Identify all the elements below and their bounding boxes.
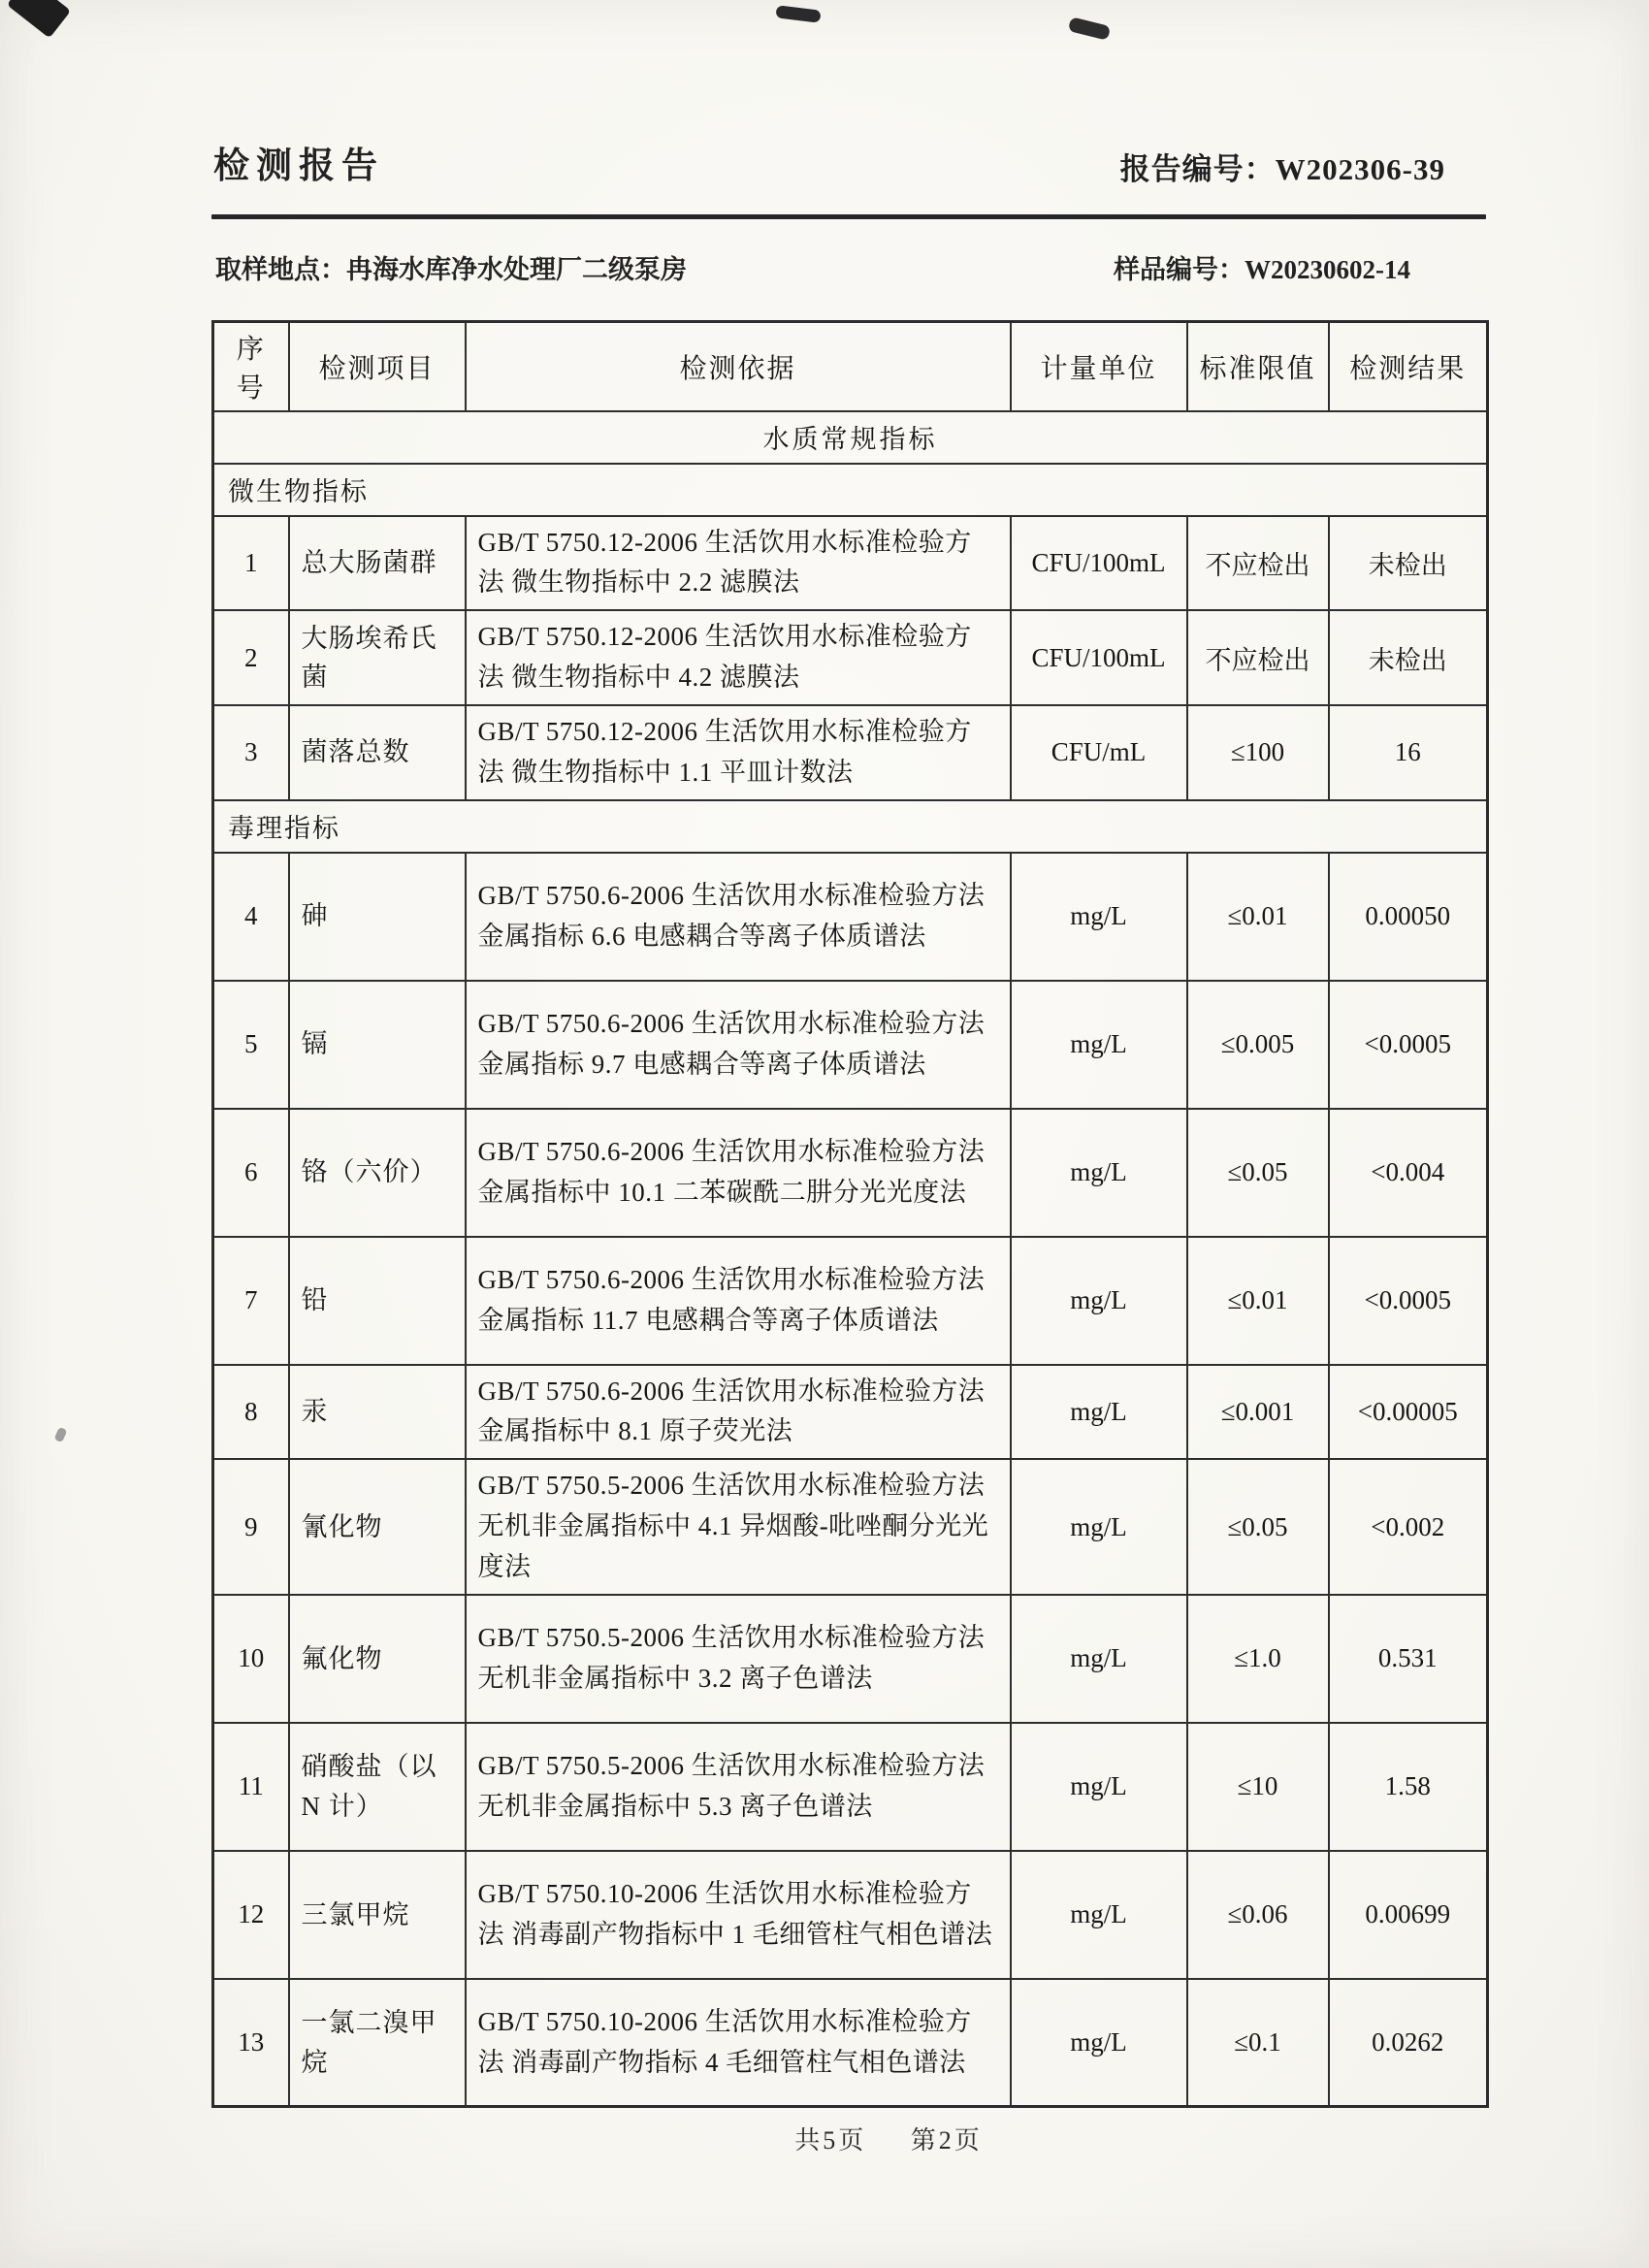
sampling-location-label: 取样地点： xyxy=(215,255,346,284)
cell-no: 11 xyxy=(213,1723,289,1851)
col-header-item: 检测项目 xyxy=(289,322,466,411)
header-divider xyxy=(211,214,1486,219)
cell-limit: ≤0.05 xyxy=(1187,1459,1329,1595)
cell-unit: mg/L xyxy=(1011,1109,1187,1237)
cell-item: 菌落总数 xyxy=(289,705,466,800)
cell-method: GB/T 5750.5-2006 生活饮用水标准检验方法 无机非金属指标中 4.1 异烟酸-吡唑酮分光光度法 xyxy=(466,1459,1011,1595)
report-number-label: 报告编号： xyxy=(1119,152,1276,186)
scan-artifact xyxy=(1068,16,1111,41)
table-row xyxy=(213,1979,1488,2107)
section-row-microbial xyxy=(213,464,1488,516)
page-count-current: 第2页 xyxy=(910,2126,983,2155)
page-title: 检测报告 xyxy=(213,146,384,186)
cell-no: 7 xyxy=(213,1237,289,1365)
cell-method: GB/T 5750.12-2006 生活饮用水标准检验方法 微生物指标中 1.1 平皿计数法 xyxy=(466,705,1011,800)
cell-method: GB/T 5750.10-2006 生活饮用水标准检验方法 消毒副产物指标中 1 毛细管柱气相色谱法 xyxy=(466,1851,1011,1979)
table-header-row xyxy=(213,322,1488,411)
table-row xyxy=(213,1109,1488,1237)
cell-method: GB/T 5750.12-2006 生活饮用水标准检验方法 微生物指标中 2.2 滤膜法 xyxy=(466,516,1011,611)
table-row xyxy=(213,1365,1488,1460)
cell-limit: ≤100 xyxy=(1187,705,1329,800)
table-row xyxy=(213,981,1488,1109)
table-row xyxy=(213,1237,1488,1365)
table-row xyxy=(213,1723,1488,1851)
col-header-limit: 标准限值 xyxy=(1187,322,1329,411)
cell-result: 1.58 xyxy=(1329,1723,1488,1851)
results-table xyxy=(211,320,1489,2108)
cell-result: <0.0005 xyxy=(1329,981,1488,1109)
cell-item: 铬（六价） xyxy=(289,1109,466,1237)
cell-method: GB/T 5750.6-2006 生活饮用水标准检验方法 金属指标 11.7 电感耦合等离子体质谱法 xyxy=(466,1237,1011,1365)
cell-unit: mg/L xyxy=(1011,1851,1187,1979)
cell-unit: CFU/100mL xyxy=(1011,516,1187,611)
cell-item: 砷 xyxy=(289,853,466,981)
cell-result: <0.00005 xyxy=(1329,1365,1488,1460)
cell-method: GB/T 5750.12-2006 生活饮用水标准检验方法 微生物指标中 4.2 滤膜法 xyxy=(466,610,1011,705)
cell-method: GB/T 5750.10-2006 生活饮用水标准检验方法 消毒副产物指标 4 毛细管柱气相色谱法 xyxy=(466,1979,1011,2107)
cell-method: GB/T 5750.6-2006 生活饮用水标准检验方法 金属指标中 8.1 原子荧光法 xyxy=(466,1365,1011,1460)
cell-limit: 不应检出 xyxy=(1187,610,1329,705)
cell-no: 5 xyxy=(213,981,289,1109)
cell-result: <0.002 xyxy=(1329,1459,1488,1595)
sample-number xyxy=(1114,248,1486,286)
sample-number-value: W20230602-14 xyxy=(1245,255,1410,284)
cell-no: 9 xyxy=(213,1459,289,1595)
cell-unit: mg/L xyxy=(1011,1595,1187,1723)
sample-number-label: 样品编号： xyxy=(1114,255,1245,284)
page-footer xyxy=(213,2121,1486,2156)
cell-unit: mg/L xyxy=(1011,853,1187,981)
cell-item: 总大肠菌群 xyxy=(289,516,466,611)
cell-method: GB/T 5750.6-2006 生活饮用水标准检验方法 金属指标 9.7 电感耦合等离子体质谱法 xyxy=(466,981,1011,1109)
cell-limit: ≤1.0 xyxy=(1187,1595,1329,1723)
section-label-toxicological: 毒理指标 xyxy=(213,800,1488,853)
report-number xyxy=(1120,145,1486,188)
col-header-no: 序号 xyxy=(213,322,289,411)
scan-artifact xyxy=(54,1427,68,1442)
scan-artifact xyxy=(775,5,821,23)
cell-item: 大肠埃希氏菌 xyxy=(289,610,466,705)
cell-no: 8 xyxy=(213,1365,289,1460)
cell-unit: mg/L xyxy=(1011,1237,1187,1365)
cell-limit: ≤10 xyxy=(1187,1723,1329,1851)
table-row xyxy=(213,610,1488,705)
page-count-total: 共5页 xyxy=(794,2126,867,2155)
cell-item: 三氯甲烷 xyxy=(289,1851,466,1979)
cell-item: 汞 xyxy=(289,1365,466,1460)
cell-limit: ≤0.06 xyxy=(1187,1851,1329,1979)
cell-no: 1 xyxy=(213,516,289,611)
table-row xyxy=(213,1459,1488,1595)
table-row xyxy=(213,516,1488,611)
col-header-result: 检测结果 xyxy=(1329,322,1488,411)
section-label-microbial: 微生物指标 xyxy=(213,464,1488,516)
cell-no: 4 xyxy=(213,853,289,981)
cell-no: 13 xyxy=(213,1979,289,2107)
cell-no: 2 xyxy=(213,610,289,705)
cell-item: 氰化物 xyxy=(289,1459,466,1595)
cell-no: 10 xyxy=(213,1595,289,1723)
cell-item: 铅 xyxy=(289,1237,466,1365)
cell-method: GB/T 5750.5-2006 生活饮用水标准检验方法 无机非金属指标中 3.2 离子色谱法 xyxy=(466,1595,1011,1723)
cell-limit: ≤0.1 xyxy=(1187,1979,1329,2107)
col-header-unit: 计量单位 xyxy=(1011,322,1187,411)
scan-artifact xyxy=(7,0,71,38)
cell-result: 16 xyxy=(1329,705,1488,800)
cell-method: GB/T 5750.6-2006 生活饮用水标准检验方法 金属指标 6.6 电感耦合等离子体质谱法 xyxy=(466,853,1011,981)
table-row xyxy=(213,1851,1488,1979)
table-row xyxy=(213,853,1488,981)
report-number-value: W202306-39 xyxy=(1275,152,1445,186)
cell-unit: mg/L xyxy=(1011,1723,1187,1851)
cell-unit: mg/L xyxy=(1011,1979,1187,2107)
cell-limit: ≤0.001 xyxy=(1187,1365,1329,1460)
cell-no: 3 xyxy=(213,705,289,800)
cell-limit: ≤0.005 xyxy=(1187,981,1329,1109)
cell-item: 一氯二溴甲烷 xyxy=(289,1979,466,2107)
col-header-method: 检测依据 xyxy=(466,322,1011,411)
cell-unit: CFU/100mL xyxy=(1011,610,1187,705)
group-title: 水质常规指标 xyxy=(213,411,1488,464)
cell-result: 0.00050 xyxy=(1329,853,1488,981)
cell-result: 0.00699 xyxy=(1329,1851,1488,1979)
cell-result: 0.531 xyxy=(1329,1595,1488,1723)
cell-no: 6 xyxy=(213,1109,289,1237)
cell-unit: mg/L xyxy=(1011,1459,1187,1595)
cell-unit: mg/L xyxy=(1011,1365,1187,1460)
table-row xyxy=(213,1595,1488,1723)
cell-limit: ≤0.01 xyxy=(1187,1237,1329,1365)
cell-result: 未检出 xyxy=(1329,610,1488,705)
cell-no: 12 xyxy=(213,1851,289,1979)
sampling-location-value: 冉海水库净水处理厂二级泵房 xyxy=(346,255,687,284)
sample-info-row xyxy=(215,248,1486,286)
cell-method: GB/T 5750.5-2006 生活饮用水标准检验方法 无机非金属指标中 5.3 离子色谱法 xyxy=(466,1723,1011,1851)
report-header xyxy=(213,136,1486,188)
cell-result: 未检出 xyxy=(1329,516,1488,611)
cell-item: 氟化物 xyxy=(289,1595,466,1723)
cell-result: <0.0005 xyxy=(1329,1237,1488,1365)
table-row xyxy=(213,705,1488,800)
cell-unit: CFU/mL xyxy=(1011,705,1187,800)
cell-item: 硝酸盐（以 N 计） xyxy=(289,1723,466,1851)
cell-method: GB/T 5750.6-2006 生活饮用水标准检验方法 金属指标中 10.1 二苯碳酰二肼分光光度法 xyxy=(466,1109,1011,1237)
section-row-toxicological xyxy=(213,800,1488,853)
cell-result: <0.004 xyxy=(1329,1109,1488,1237)
cell-limit: ≤0.05 xyxy=(1187,1109,1329,1237)
cell-unit: mg/L xyxy=(1011,981,1187,1109)
cell-limit: 不应检出 xyxy=(1187,516,1329,611)
group-title-row xyxy=(213,411,1488,464)
sampling-location xyxy=(215,248,687,286)
cell-limit: ≤0.01 xyxy=(1187,853,1329,981)
cell-result: 0.0262 xyxy=(1329,1979,1488,2107)
cell-item: 镉 xyxy=(289,981,466,1109)
